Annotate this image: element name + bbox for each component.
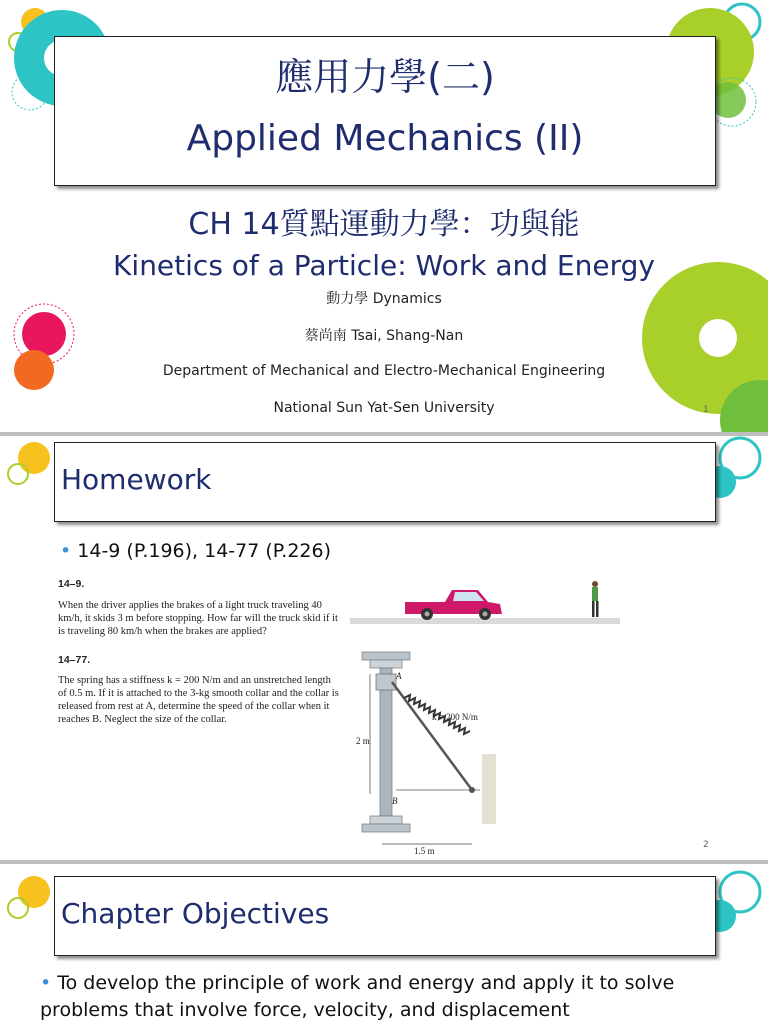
problem-14-77-text: The spring has a stiffness k = 200 N/m and an unstretched length of 0.5 m. If it is attached to the 3-kg smooth collar and the collar is released from rest at A, determine the speed of the collar when it reaches B. Neglect the size of the collar. bbox=[58, 675, 339, 725]
label-B: B bbox=[392, 796, 398, 806]
slide-homework bbox=[0, 436, 768, 860]
objectives-title: Chapter Objectives bbox=[61, 897, 330, 930]
course-name: 動力學 Dynamics bbox=[326, 291, 442, 307]
chapter-title-chinese: CH 14質點運動力學：功與能 bbox=[188, 207, 580, 242]
homework-bullet bbox=[60, 540, 331, 562]
university-name: National Sun Yat-Sen University bbox=[273, 400, 495, 416]
page-number-1: 1 bbox=[703, 405, 709, 415]
homework-title: Homework bbox=[61, 463, 212, 496]
title-box bbox=[54, 36, 716, 186]
objectives-bullet-text: To develop the principle of work and energy and apply it to solve problems that involve force, velocity, and displacement bbox=[40, 972, 675, 1021]
title-chinese: 應用力學(二) bbox=[275, 55, 495, 99]
objectives-title-box bbox=[54, 876, 716, 956]
label-A: A bbox=[396, 671, 402, 681]
slide-objectives bbox=[0, 864, 768, 1024]
homework-bullet-text: 14-9 (P.196), 14-77 (P.226) bbox=[77, 540, 332, 562]
bullet-icon: • bbox=[40, 972, 52, 994]
page-number-2: 2 bbox=[703, 840, 709, 850]
objectives-bullet bbox=[40, 970, 740, 1024]
spring-collar-diagram bbox=[352, 644, 512, 860]
homework-title-box bbox=[54, 442, 716, 522]
problem-14-9-number: 14–9. bbox=[58, 578, 85, 590]
decorative-circles-left bbox=[0, 864, 60, 924]
problem-14-77-number: 14–77. bbox=[58, 654, 91, 666]
label-k: k = 200 N/m bbox=[432, 712, 478, 722]
chapter-title-english: Kinetics of a Particle: Work and Energy bbox=[113, 249, 655, 282]
title-english: Applied Mechanics (II) bbox=[186, 118, 584, 159]
author-name: 蔡尚南 Tsai, Shang-Nan bbox=[304, 328, 464, 344]
bullet-icon: • bbox=[60, 540, 72, 562]
label-width: 1.5 m bbox=[414, 846, 435, 856]
department-name: Department of Mechanical and Electro-Mechanical Engineering bbox=[162, 363, 606, 379]
label-height: 2 m bbox=[356, 736, 370, 746]
decorative-circles-left bbox=[0, 436, 60, 496]
truck-illustration bbox=[350, 574, 620, 634]
slide-title bbox=[0, 0, 768, 432]
problem-14-9-text: When the driver applies the brakes of a light truck traveling 40 km/h, it skids 3 m before stopping. How far will the truck skid if it is traveling 80 km/h when the brakes are applied? bbox=[58, 600, 338, 637]
